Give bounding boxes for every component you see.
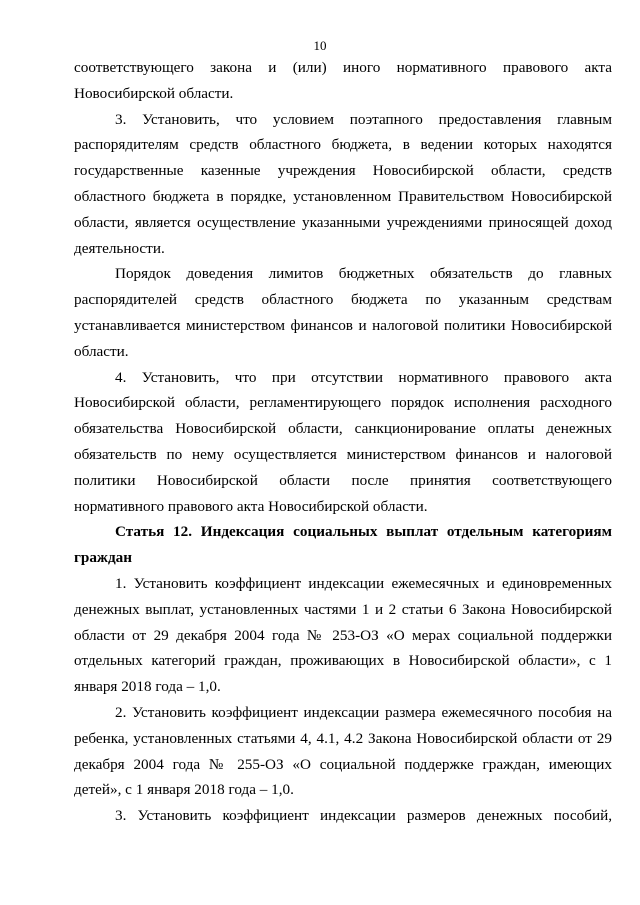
article-heading: Статья 12. Индексация социальных выплат отдельным категориям граждан — [74, 523, 612, 567]
article-paragraph-3: 3. Установить коэффициент индексации размеров денежных пособий, — [115, 807, 612, 825]
paragraph-continuation: соответствующего закона и (или) иного нормативного правового акта Новосибирской области. — [74, 59, 612, 102]
paragraph-item-4: 4. Установить, что при отсутствии нормативного правового акта Новосибирской области, регламентирующего порядок исполнения расходного обязательства Новосибирской области, санкционирование оплаты денежных обязательств по нему осуществляется министерством финансов и налоговой политики Новосибирской области после принятия соответствующего нормативного правового акта Новосибирской области. — [74, 368, 612, 515]
article-paragraph-1: 1. Установить коэффициент индексации ежемесячных и единовременных денежных выплат, установленных частями 1 и 2 статьи 6 Закона Новосибирской области от 29 декабря 2004 года № 253-ОЗ «О мерах социальной поддержки отдельных категорий граждан, проживающих в Новосибирской области», с 1 января 2018 года – 1,0. — [74, 574, 612, 696]
document-body — [74, 55, 612, 829]
article-paragraph-2: 2. Установить коэффициент индексации размера ежемесячного пособия на ребенка, установленных статьями 4, 4.1, 4.2 Закона Новосибирской области от 29 декабря 2004 года № 255-ОЗ «О социальной поддержке граждан, имеющих детей», с 1 января 2018 года – 1,0. — [74, 703, 612, 799]
page-number: 10 — [313, 38, 327, 53]
paragraph-item-3: 3. Установить, что условием поэтапного предоставления главным распорядителям средств областного бюджета, в ведении которых находятся государственные казенные учреждения Новосибирской области, средств областного бюджета в порядке, установленном Правительством Новосибирской области, является осуществление указанными учреждениями приносящей доход деятельности. — [74, 110, 612, 257]
paragraph-limits-procedure: Порядок доведения лимитов бюджетных обязательств до главных распорядителей средств областного бюджета по указанным средствам устанавливается министерством финансов и налоговой политики Новосибирской области. — [74, 265, 612, 360]
